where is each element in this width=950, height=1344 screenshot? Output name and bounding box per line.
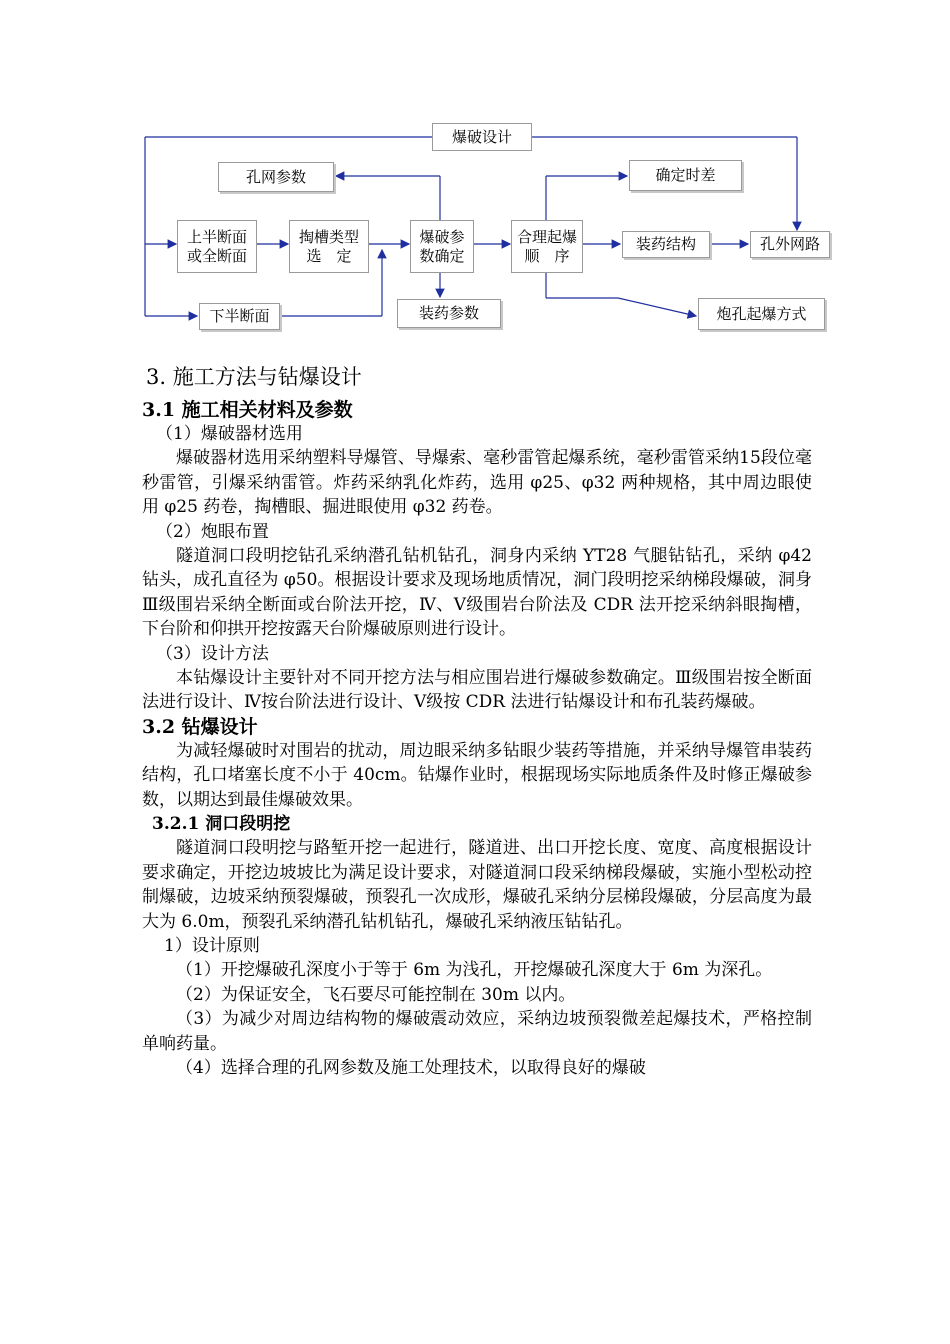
- node-outer-network: 孔外网路: [750, 231, 830, 258]
- paragraph-design-method: 本钻爆设计主要针对不同开挖方法与相应围岩进行爆破参数确定。Ⅲ级围岩按全断面法进行设计、Ⅳ按台阶法进行设计、Ⅴ级按 CDR 法进行钻爆设计和布孔装药爆破。: [142, 667, 812, 712]
- node-delay: 确定时差: [629, 160, 742, 191]
- blasting-flowchart: [0, 0, 950, 345]
- paragraph-hole-layout: 隧道洞口段明挖钻孔采纳潜孔钻机钻孔，洞身内采纳 YT28 气腿钻钻孔，采纳 φ42 钻头，成孔直径为 φ50。根据设计要求及现场地质情况，洞门段明挖采纳梯段爆破，洞身Ⅲ级围岩采纳全断面或台阶法开挖，Ⅳ、Ⅴ级围岩台阶法及 CDR 法开挖采纳斜眼掏槽，下台阶和仰拱开挖按露天台阶爆破原则进行设计。: [142, 545, 812, 639]
- section-heading-3-2: 3.2 钻爆设计: [142, 715, 258, 738]
- section-heading-3-1: 3.1 施工相关材料及参数: [142, 399, 353, 421]
- principle-item-3: （3）为减少对周边结构物的爆破震动效应，采纳边坡预裂微差起爆技术，严格控制单响药量。: [142, 1009, 812, 1054]
- section-heading-3-2-1: 3.2.1 洞口段明挖: [152, 814, 291, 834]
- node-sequence: 合理起爆 顺 序: [511, 220, 583, 273]
- node-charge-structure: 装药结构: [622, 231, 710, 258]
- node-charge-params: 装药参数: [397, 299, 501, 328]
- principle-item-2: （2）为保证安全，飞石要尽可能控制在 30m 以内。: [176, 984, 576, 1005]
- node-cut-type: 掏槽类型 选 定: [289, 220, 369, 273]
- node-blast-params: 爆破参 数确定: [410, 220, 474, 273]
- subheading-hole-layout: （2）炮眼布置: [156, 521, 269, 542]
- subheading-equipment: （1）爆破器材选用: [156, 424, 303, 444]
- subheading-design-principles: 1）设计原则: [164, 936, 260, 956]
- flowchart-connectors: [0, 0, 950, 345]
- paragraph-portal-excavation: 隧道洞口段明挖与路堑开挖一起进行，隧道进、出口开挖长度、宽度、高度根据设计要求确定，开挖边坡坡比为满足设计要求，对隧道洞口段采纳梯段爆破，实施小型松动控制爆破，边坡采纳预裂爆破，预裂孔一次成形，爆破孔采纳分层梯段爆破，分层高度为最大为 6.0m，预裂孔采纳潜孔钻机钻孔，爆破孔采纳液压钻钻孔。: [142, 838, 812, 932]
- principle-item-4: （4）选择合理的孔网参数及施工处理技术，以取得良好的爆破: [176, 1058, 646, 1078]
- paragraph-equipment: 爆破器材选用采纳塑料导爆管、导爆索、毫秒雷管起爆系统，毫秒雷管采纳15段位毫秒雷管，引爆采纳雷管。炸药采纳乳化炸药，选用 φ25、φ32 两种规格，其中周边眼使用 φ25 药卷，掏槽眼、掘进眼使用 φ32 药卷。: [142, 448, 812, 517]
- node-initiation-mode: 炮孔起爆方式: [698, 298, 825, 330]
- node-hole-params: 孔网参数: [218, 162, 334, 192]
- subheading-design-method: （3）设计方法: [156, 643, 269, 664]
- node-lower-section: 下半断面: [199, 303, 280, 330]
- paragraph-drill-blast: 为减轻爆破时对围岩的扰动，周边眼采纳多钻眼少装药等措施，并采纳导爆管串装药结构，孔口堵塞长度不小于 40cm。钻爆作业时，根据现场实际地质条件及时修正爆破参数，以期达到最佳爆破效果。: [142, 740, 812, 810]
- section-heading-3: 3. 施工方法与钻爆设计: [146, 365, 362, 389]
- principle-item-1: （1）开挖爆破孔深度小于等于 6m 为浅孔，开挖爆破孔深度大于 6m 为深孔。: [176, 960, 773, 980]
- node-blast-design: 爆破设计: [432, 123, 532, 151]
- node-upper-section: 上半断面 或全断面: [177, 220, 257, 273]
- document-body: [142, 362, 812, 1081]
